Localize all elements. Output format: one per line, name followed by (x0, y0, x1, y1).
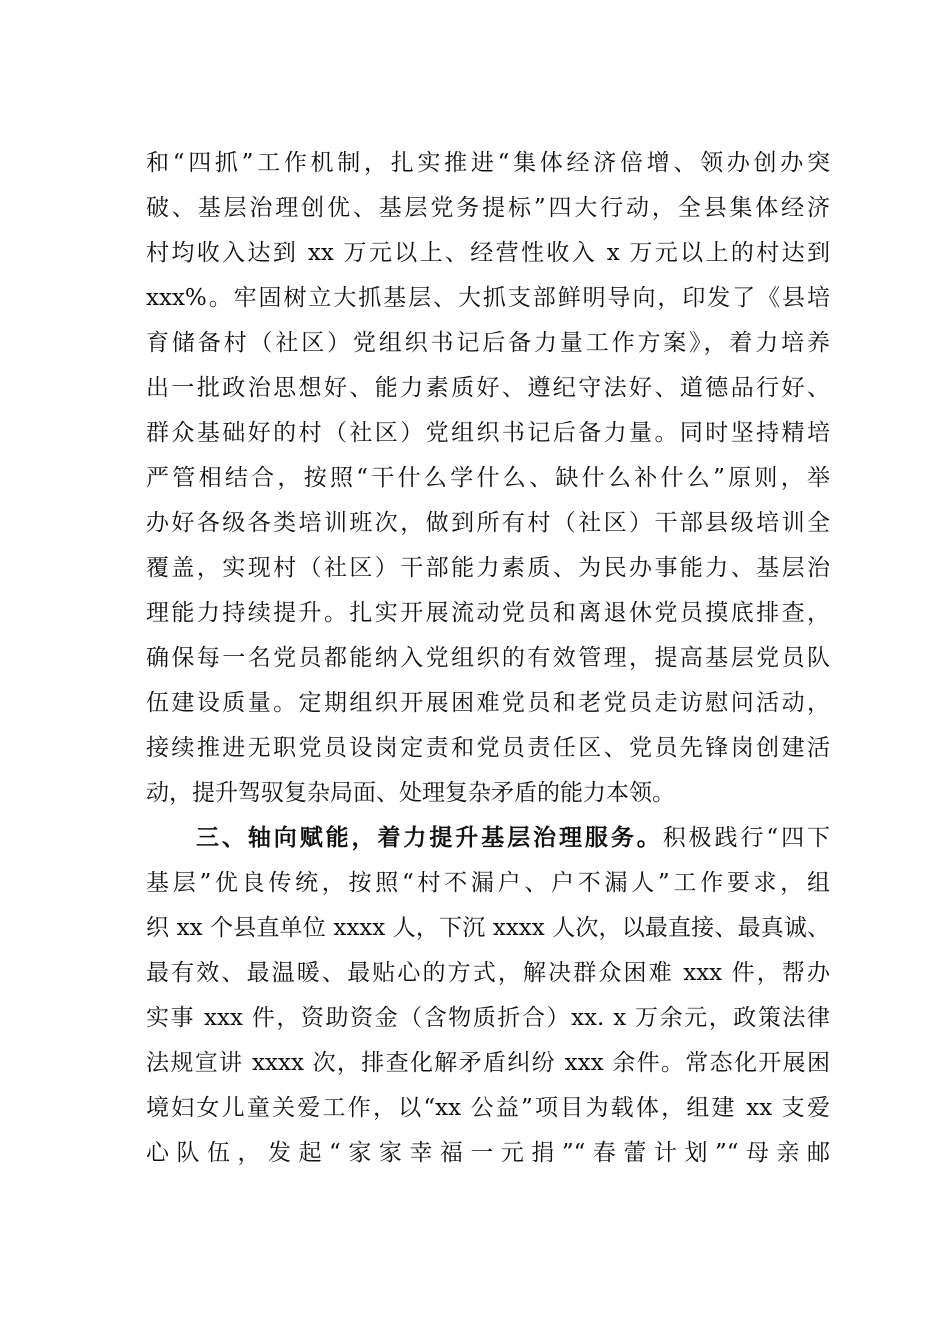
paragraph-line: 办好各级各类培训班次，做到所有村（社区）干部县级培训全 (146, 510, 830, 536)
paragraph-line: 育储备村（社区）党组织书记后备力量工作方案》，着力培养 (146, 330, 830, 356)
paragraph-line: 心队伍，发起“家家幸福一元捐”“春蕾计划”“母亲邮 (146, 1140, 830, 1166)
paragraph-line: 理能力持续提升。扎实开展流动党员和离退休党员摸底排查， (146, 600, 830, 626)
paragraph-line: 群众基础好的村（社区）党组织书记后备力量。同时坚持精培 (146, 420, 830, 446)
section-heading-rest: 积极践行“四下 (662, 825, 831, 851)
section-heading: 三、轴向赋能，着力提升基层治理服务。 (196, 824, 663, 851)
paragraph-line: 和“四抓”工作机制，扎实推进“集体经济倍增、领办创办突 (146, 150, 830, 176)
paragraph-line: 法规宣讲 xxxx 次，排查化解矛盾纠纷 xxx 余件。常态化开展困 (146, 1050, 830, 1076)
paragraph-line: 实事 xxx 件，资助资金（含物质折合）xx. x 万余元，政策法律 (146, 1005, 830, 1031)
paragraph-line: 伍建设质量。定期组织开展困难党员和老党员走访慰问活动， (146, 690, 830, 716)
paragraph-line: 严管相结合，按照“干什么学什么、缺什么补什么”原则，举 (146, 465, 830, 491)
paragraph-line: 动，提升驾驭复杂局面、处理复杂矛盾的能力本领。 (146, 780, 675, 806)
paragraph-line: 境妇女儿童关爱工作，以“xx 公益”项目为载体，组建 xx 支爱 (146, 1095, 830, 1121)
paragraph-line: 确保每一名党员都能纳入党组织的有效管理，提高基层党员队 (146, 645, 830, 671)
paragraph-line: 覆盖，实现村（社区）干部能力素质、为民办事能力、基层治 (146, 555, 830, 581)
paragraph-line: 接续推进无职党员设岗定责和党员责任区、党员先锋岗创建活 (146, 735, 830, 761)
paragraph-line: 织 xx 个县直单位 xxxx 人，下沉 xxxx 人次，以最直接、最真诚、 (146, 915, 830, 941)
paragraph-line: 最有效、最温暖、最贴心的方式，解决群众困难 xxx 件，帮办 (146, 960, 830, 986)
paragraph-line: 破、基层治理创优、基层党务提标”四大行动，全县集体经济 (146, 195, 830, 221)
paragraph-line: xxx%。牢固树立大抓基层、大抓支部鲜明导向，印发了《县培 (146, 285, 830, 311)
paragraph-line: 村均收入达到 xx 万元以上、经营性收入 x 万元以上的村达到 (146, 240, 830, 266)
paragraph-line: 出一批政治思想好、能力素质好、遵纪守法好、道德品行好、 (146, 375, 830, 401)
paragraph-line: 基层”优良传统，按照“村不漏户、户不漏人”工作要求，组 (146, 870, 830, 896)
section-heading-line (196, 823, 830, 853)
